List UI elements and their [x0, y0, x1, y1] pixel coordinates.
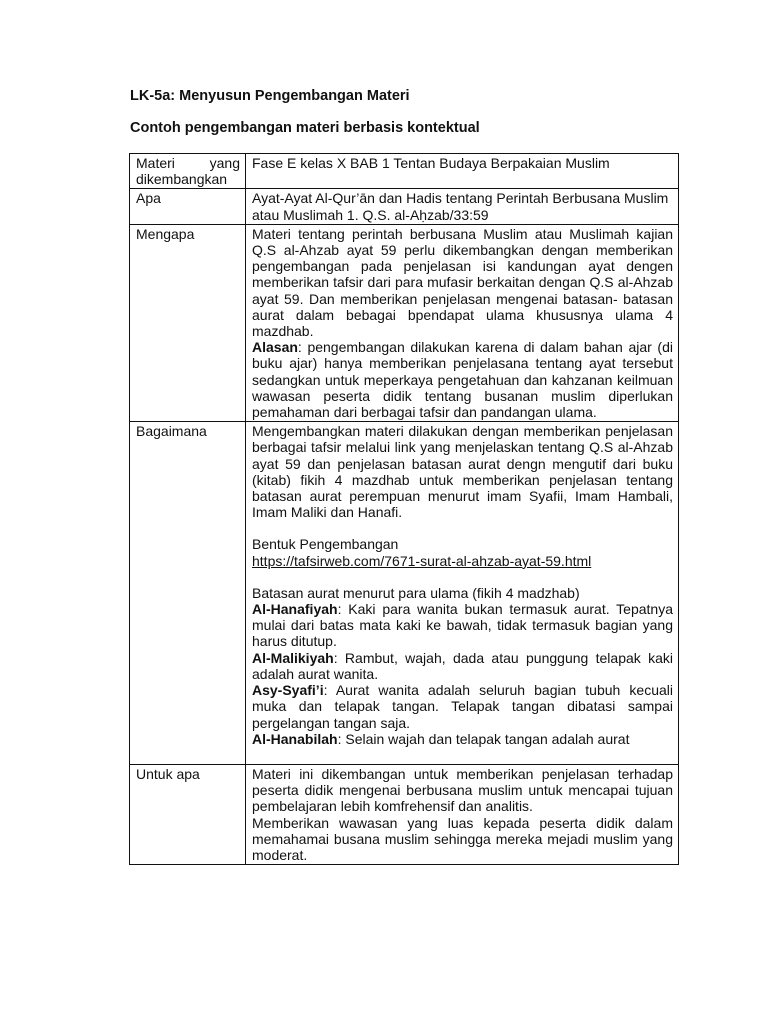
batasan-heading: Batasan aurat menurut para ulama (fikih 4 madzhab): [252, 584, 580, 601]
alasan-paragraph: [252, 339, 673, 420]
malikiyah-term: Al-Malikiyah: [252, 649, 334, 666]
row-label-mengapa: Mengapa: [130, 224, 246, 421]
malikiyah-text: : Rambut, wajah, dada atau punggung telapak kaki adalah aurat wanita.: [252, 649, 673, 682]
hanafiyah-paragraph: [252, 601, 673, 650]
untuk-apa-paragraph-1: Materi ini dikembangan untuk memberikan penjelasan terhadap peserta didik mengenai berbusana muslim untuk mencapai tujuan pembelajaran lebih komfrehensif dan analitis.: [252, 765, 673, 815]
table-row: [130, 224, 679, 421]
row-value-apa: [246, 189, 679, 224]
tafsirweb-link[interactable]: https://tafsirweb.com/7671-surat-al-ahzab-ayat-59.html: [252, 552, 592, 569]
row-value-materi: [246, 154, 679, 189]
malikiyah-paragraph: [252, 650, 673, 682]
mengapa-paragraph: Materi tentang perintah berbusana Muslim atau Muslimah kajian Q.S al-Ahzab ayat 59 perlu dikembangkan dengan memberikan pengembangan pada penjelasan isi kandungan ayat dengen memberikan tafsir dari para mufasir berkaitan dengan Q.S al-Ahzab ayat 59. Dan memberikan penjelasan mengenai batasan- batasan aurat dalam bebagai bpendapat ulama khususnya ulama 4 mazdhab.: [252, 225, 673, 340]
spacer: [252, 520, 673, 536]
alasan-term: Alasan: [252, 339, 298, 356]
row-value-mengapa: [246, 224, 679, 421]
bagaimana-paragraph: Mengembangkan materi dilakukan dengan memberikan penjelasan berbagai tafsir melalui link yang menjelaskan tentang Q.S al-Ahzab ayat 59 dan penjelasan batasan aurat dengn mengutif dari buku (kitab) fikih 4 mazdhab untuk memberikan penjelasan tentang batasan aurat perempuan menurut imam Syafii, Imam Hambali, Imam Maliki dan Hanafi.: [252, 423, 673, 521]
bentuk-pengembangan-label: Bentuk Pengembangan: [252, 536, 399, 553]
hanabilah-paragraph: [252, 731, 673, 747]
row-label-untuk-apa: Untuk apa: [130, 764, 246, 864]
untuk-apa-paragraph-2: Memberikan wawasan yang luas kepada peserta didik dalam memahamai busana muslim sehingga mereka mejadi muslim yang moderat.: [252, 814, 673, 863]
row-value-untuk-apa: [246, 764, 679, 864]
document-subtitle: Contoh pengembangan materi berbasis kontektual: [130, 120, 480, 136]
table-row: [130, 189, 679, 224]
row-label-bagaimana: Bagaimana: [130, 422, 246, 765]
hanafiyah-term: Al-Hanafiyah: [252, 601, 338, 618]
apa-text: Ayat-Ayat Al-Qur’ān dan Hadis tentang Perintah Berbusana Muslim atau Muslimah 1. Q.S. al-Aḥzab/33:59: [252, 190, 669, 223]
materi-table: [129, 153, 679, 865]
row-value-bagaimana: [246, 422, 679, 765]
syafii-text: : Aurat wanita adalah seluruh bagian tubuh kecuali muka dan telapak tangan. Telapak tangan dibatasi sampai pergelangan tangan saja.: [252, 682, 673, 731]
row-label-materi: Materi yang dikembangkan: [130, 154, 246, 189]
document-title: LK-5a: Menyusun Pengembangan Materi: [130, 88, 410, 104]
spacer: [252, 747, 673, 763]
hanabilah-text: : Selain wajah dan telapak tangan adalah aurat: [337, 730, 630, 747]
materi-text: Fase E kelas X BAB 1 Tentan Budaya Berpakaian Muslim: [252, 155, 610, 171]
hanabilah-term: Al-Hanabilah: [252, 730, 338, 747]
table-row: [130, 422, 679, 765]
table-row: [130, 154, 679, 189]
hanafiyah-text: : Kaki para wanita bukan termasuk aurat. Tepatnya mulai dari batas mata kaki ke bawah, tidak termasuk bagian yang harus ditutup.: [252, 601, 673, 650]
spacer: [252, 569, 673, 585]
table-row: [130, 764, 679, 864]
alasan-text: : pengembangan dilakukan karena di dalam bahan ajar (di buku ajar) hanya memberikan penjelasana tentang ayat tersebut sedangkan untuk meperkaya pengetahuan dan kahzanan keilmuan wawasan peserta didik tentang busanan muslim diperlukan pemahaman dari berbagai tafsir dan pandangan ulama.: [252, 339, 673, 421]
syafii-term: Asy-Syafi’i: [252, 682, 324, 699]
row-label-apa: Apa: [130, 189, 246, 224]
syafii-paragraph: [252, 682, 673, 731]
